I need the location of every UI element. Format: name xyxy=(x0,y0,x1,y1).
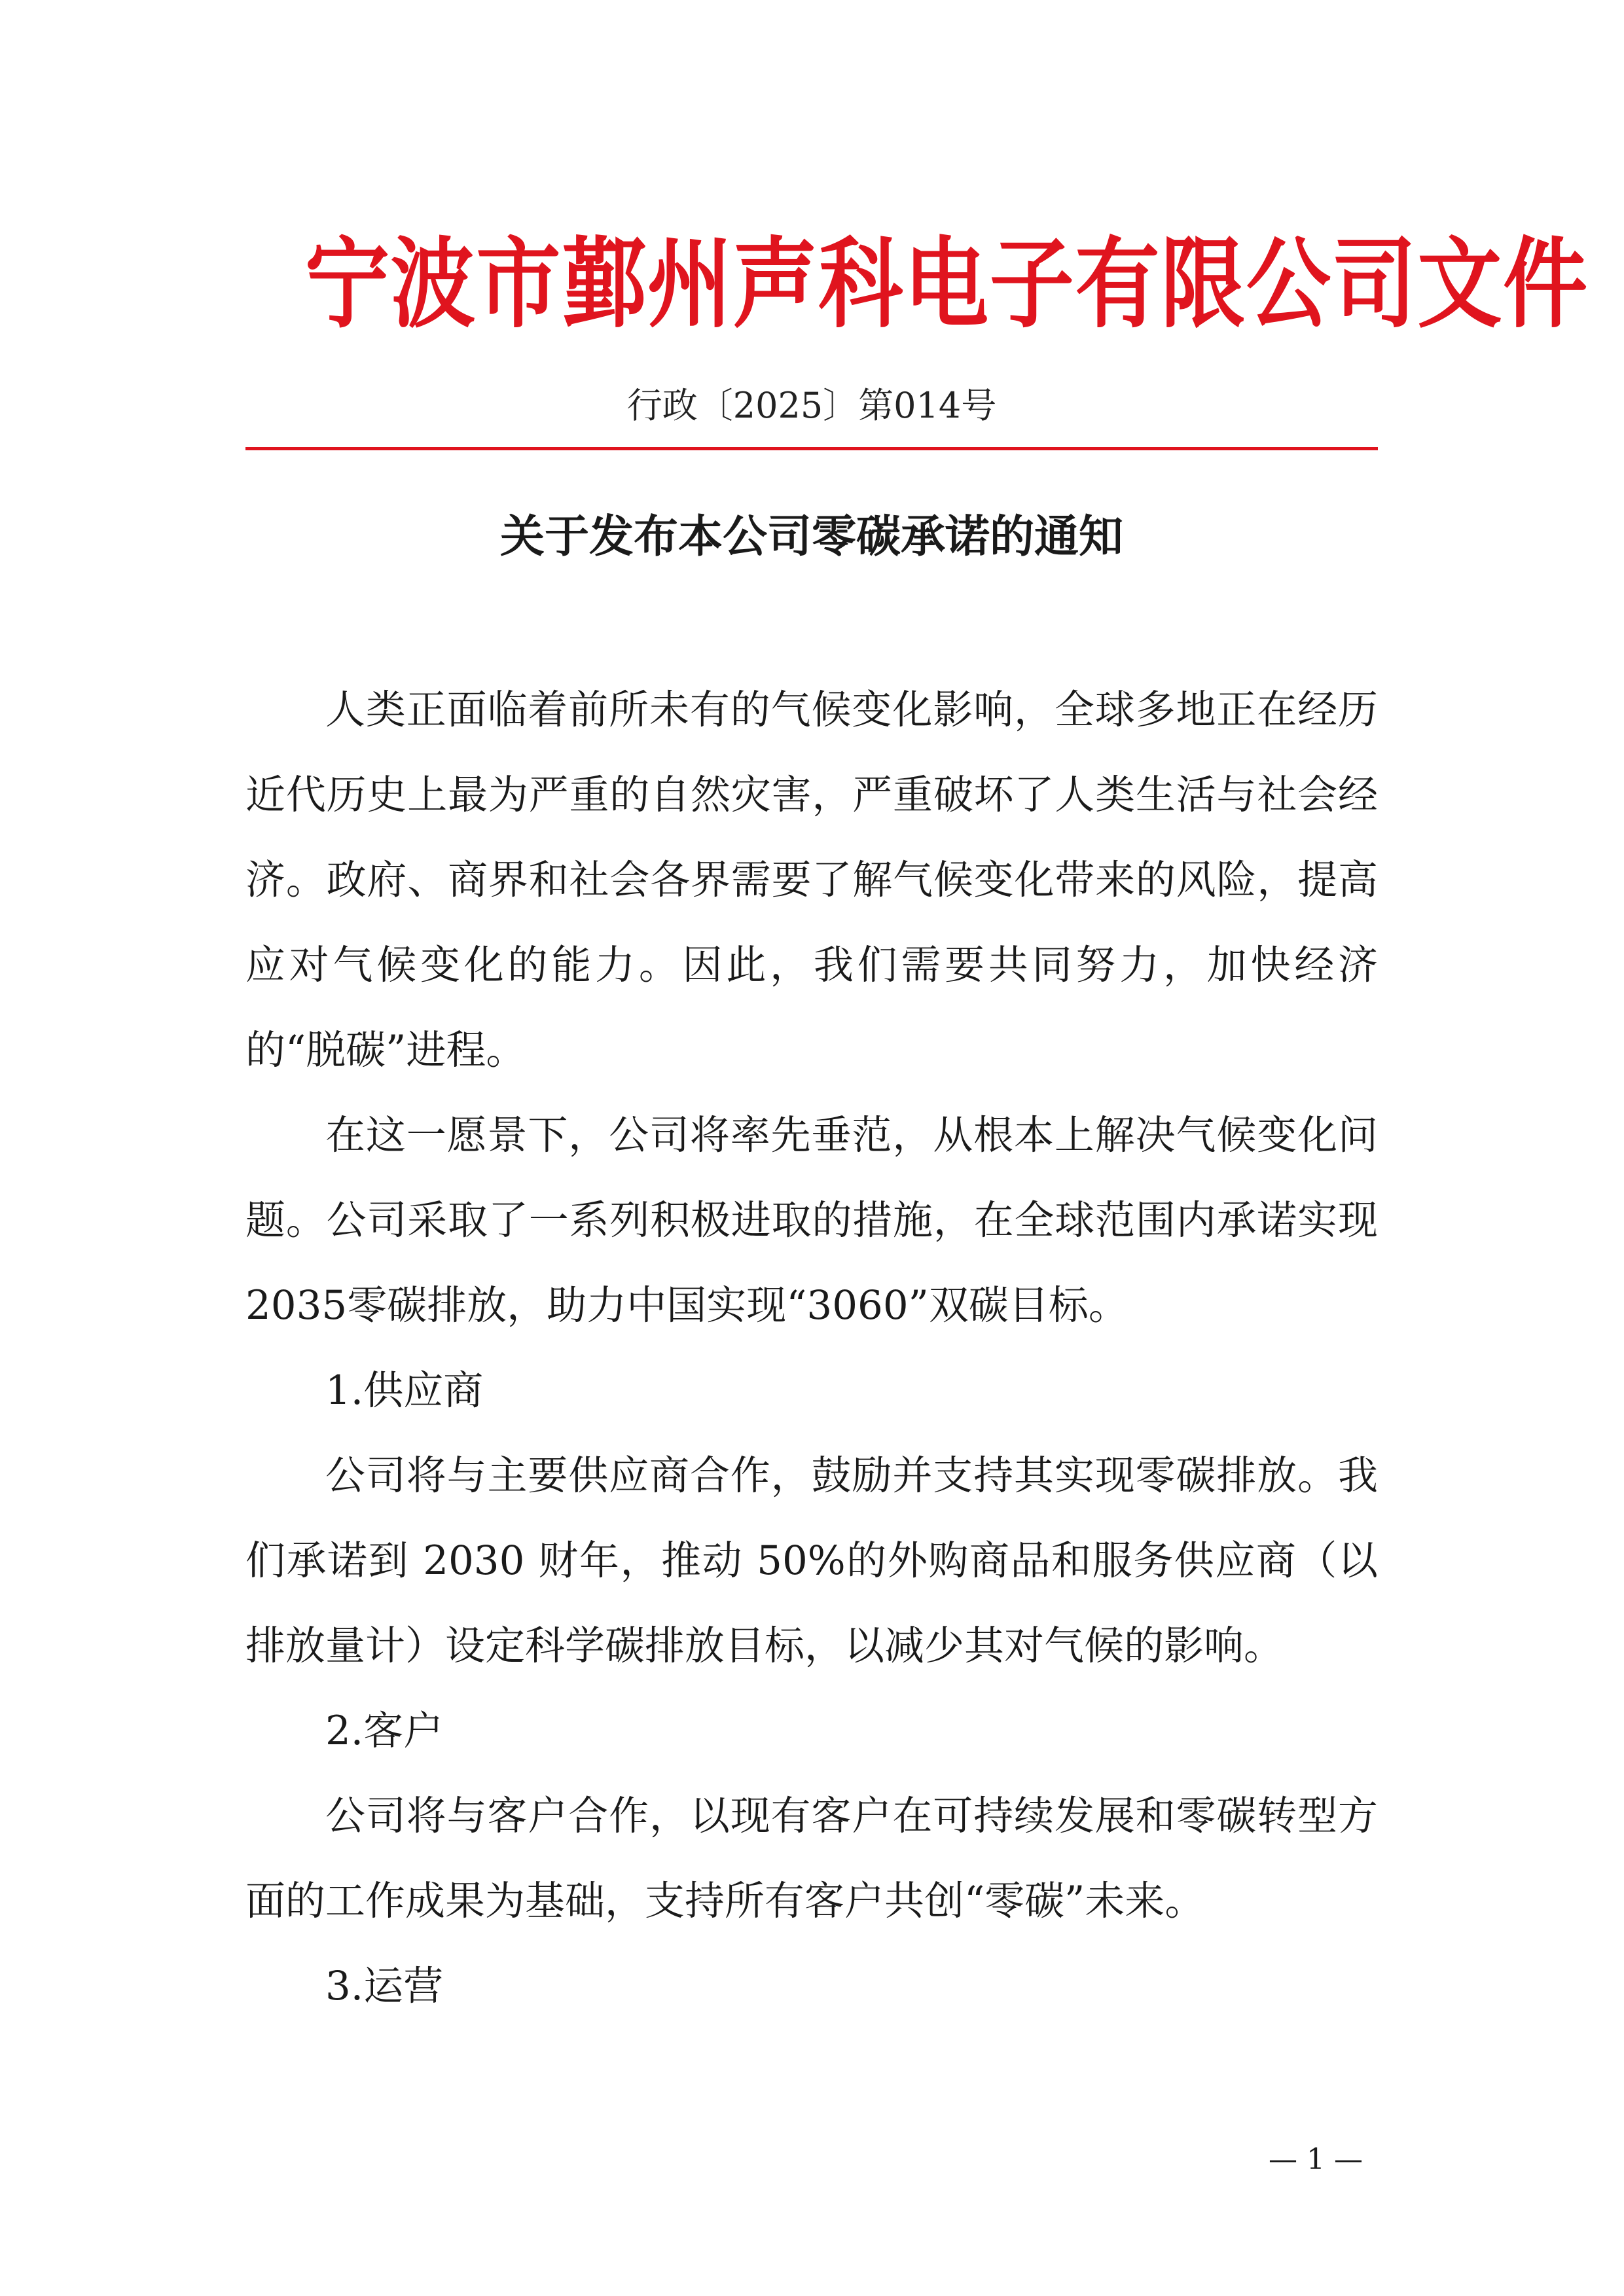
section-text-suppliers: 公司将与主要供应商合作，鼓励并支持其实现零碳排放。我们承诺到 2030 财年，推动 50%的外购商品和服务供应商（以排放量计）设定科学碳排放目标，以减少其对气候的影响。 xyxy=(245,1452,1378,1669)
organization-header-title: 宁波市鄞州声科电子有限公司文件 xyxy=(305,228,1589,342)
document-body xyxy=(245,668,1378,2029)
section-heading-customers: 2.客户 xyxy=(325,1708,444,1754)
page-number: — 1 — xyxy=(1269,2143,1363,2176)
red-header-divider xyxy=(245,447,1378,450)
intro-paragraph-1: 人类正面临着前所未有的气候变化影响，全球多地正在经历近代历史上最为严重的自然灾害，严重破坏了人类生活与社会经济。政府、商界和社会各界需要了解气候变化带来的风险，提高应对气候变化的能力。因此，我们需要共同努力，加快经济的“脱碳”进程。 xyxy=(245,687,1378,1073)
document-number: 行政〔2025〕第014号 xyxy=(626,385,997,426)
section-heading-operations: 3.运营 xyxy=(325,1963,444,2009)
section-text-customers: 公司将与客户合作，以现有客户在可持续发展和零碳转型方面的工作成果为基础，支持所有客户共创“零碳”未来。 xyxy=(245,1793,1378,1924)
section-heading-suppliers: 1.供应商 xyxy=(325,1367,484,1414)
notice-title: 关于发布本公司零碳承诺的通知 xyxy=(499,511,1123,563)
intro-paragraph-2: 在这一愿景下，公司将率先垂范，从根本上解决气候变化问题。公司采取了一系列积极进取的措施，在全球范围内承诺实现2035零碳排放，助力中国实现“3060”双碳目标。 xyxy=(245,1112,1378,1329)
